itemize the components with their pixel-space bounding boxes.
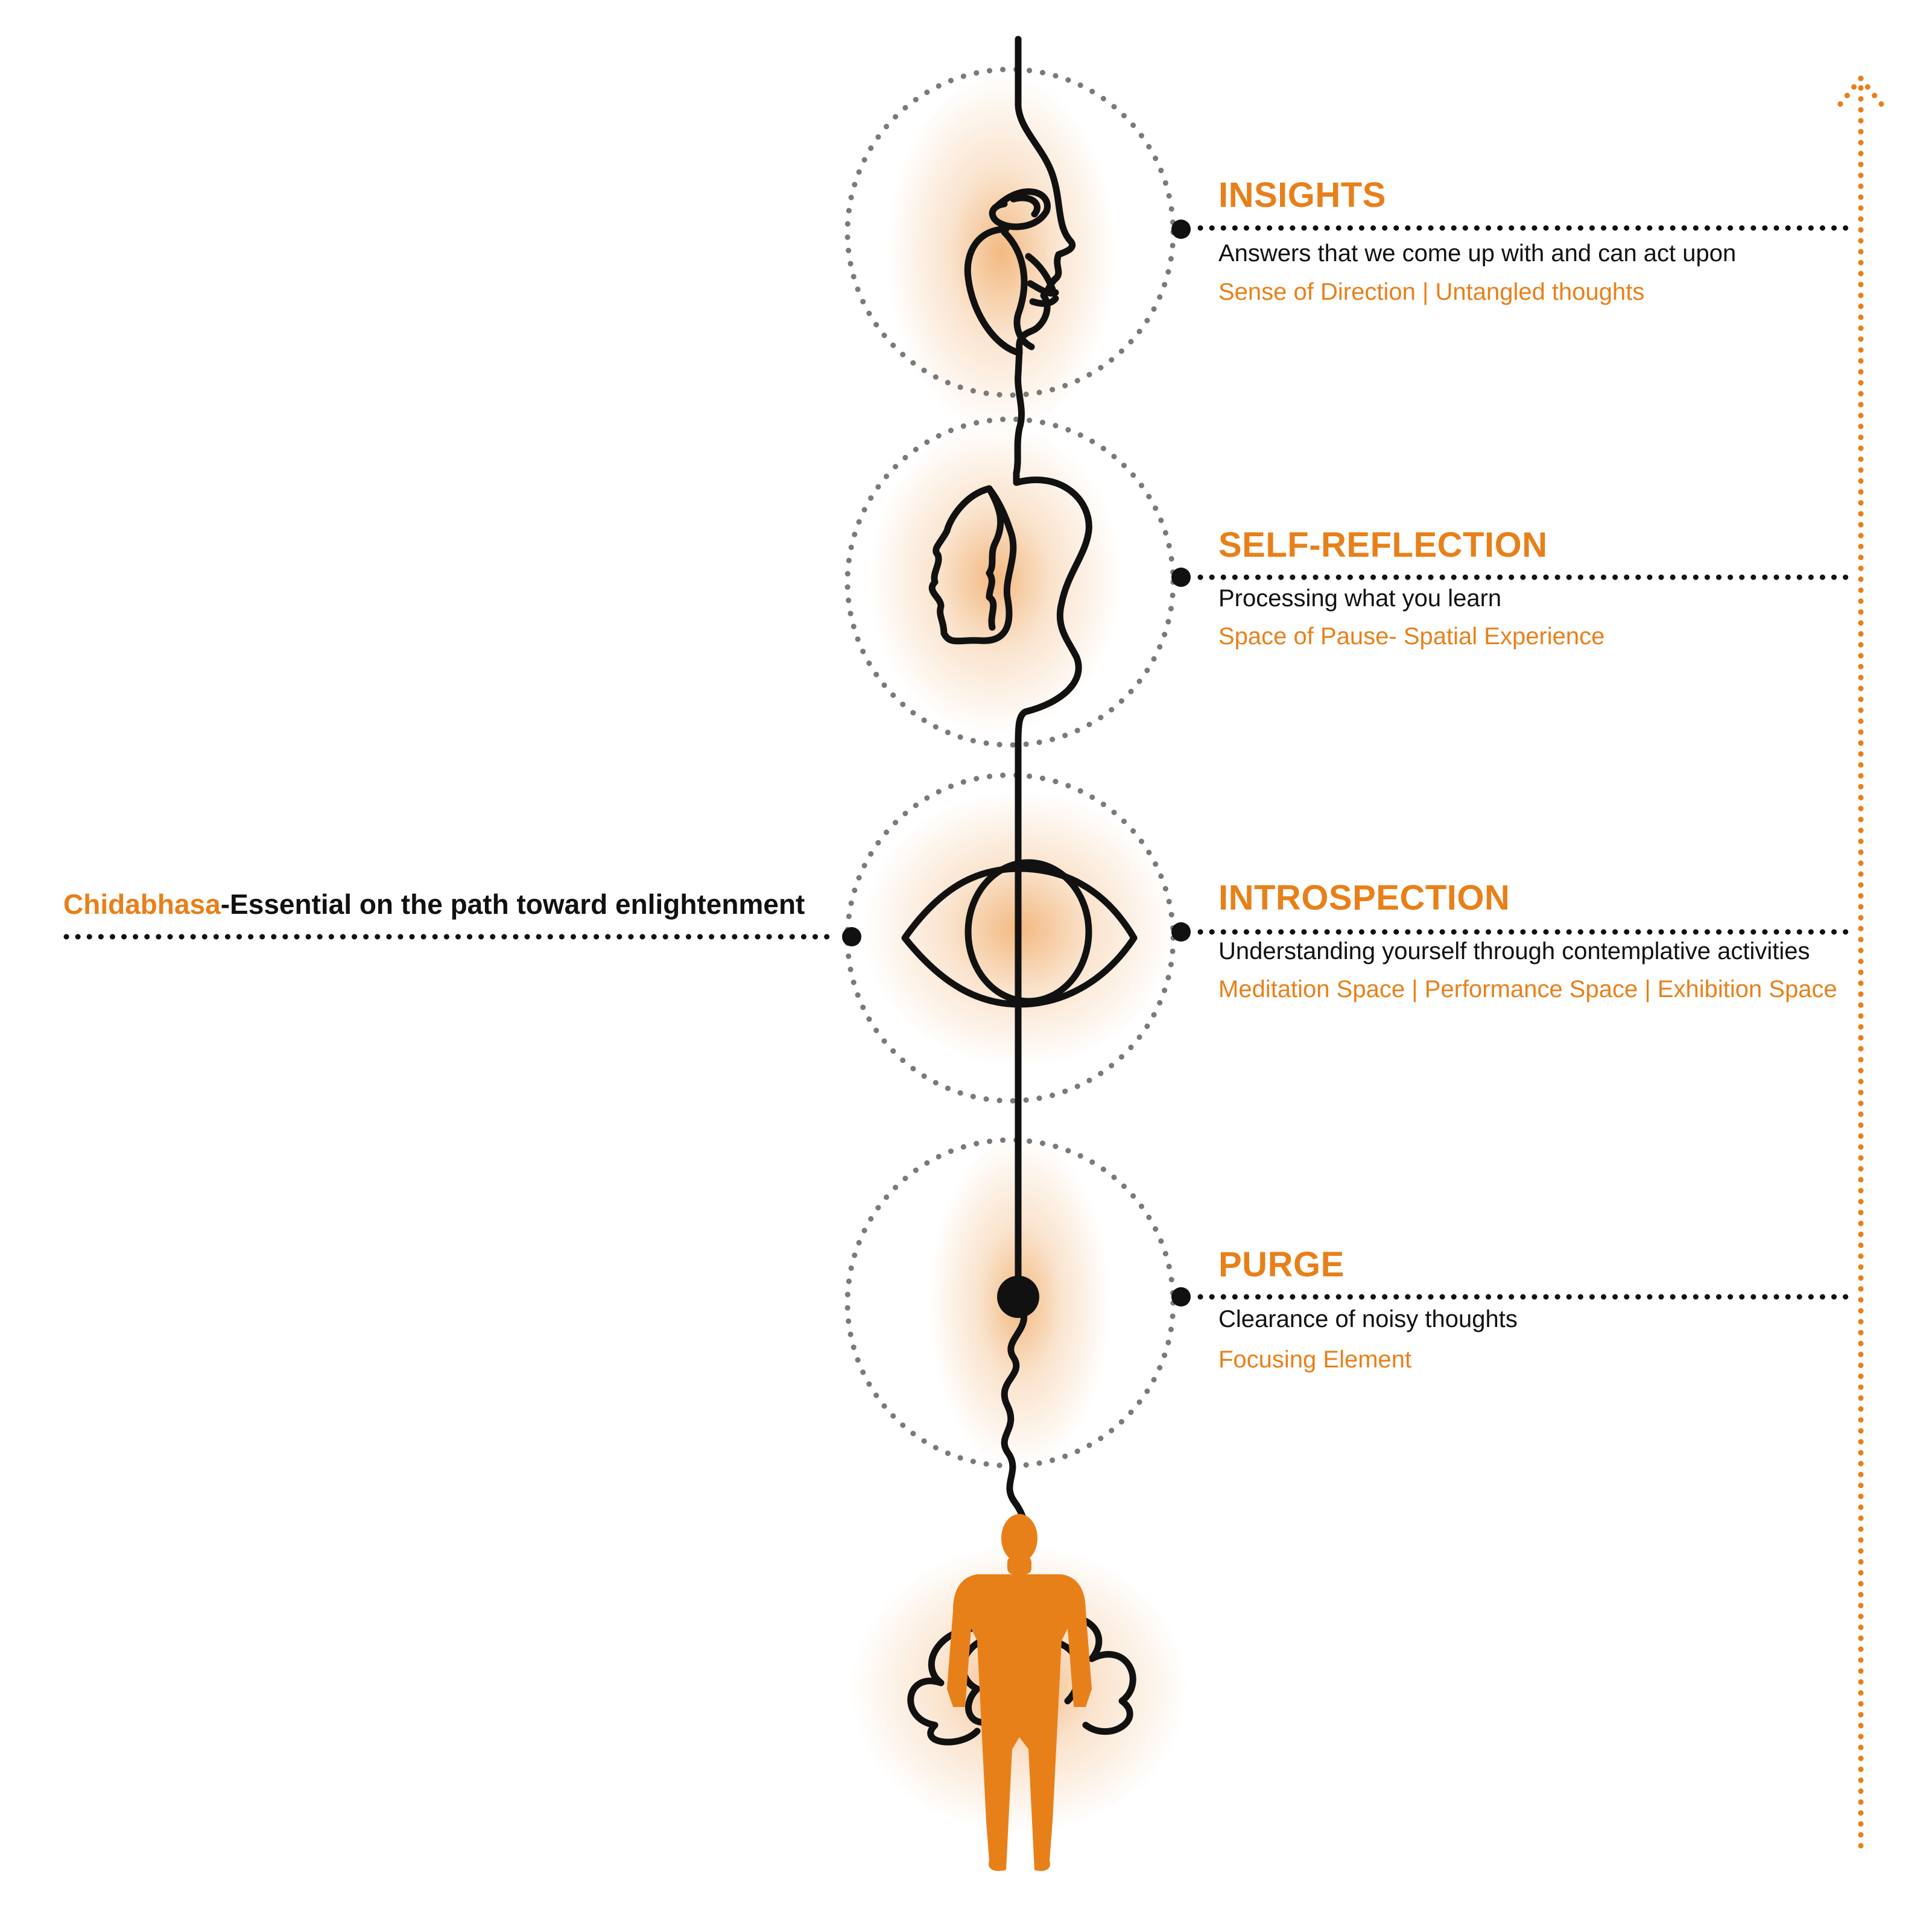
stage-description-introspection: Understanding yourself through contemplative activities (1218, 938, 1810, 964)
stage-spaces-self-reflection: Space of Pause- Spatial Experience (1218, 623, 1605, 650)
stage-description-self-reflection: Processing what you learn (1218, 585, 1502, 612)
stage-title-insights: INSIGHTS (1218, 176, 1386, 215)
chidabhasa-term: Chidabhasa (63, 888, 221, 920)
stage-title-purge: PURGE (1218, 1245, 1344, 1284)
connector-dot-introspection (1171, 922, 1191, 942)
stage-spaces-introspection: Meditation Space | Performance Space | Exhibition Space (1218, 976, 1837, 1002)
stage-spaces-insights: Sense of Direction | Untangled thoughts (1218, 279, 1645, 305)
glow-insights (887, 72, 1116, 434)
connector-dot-self-reflection (1171, 568, 1191, 587)
connector-dot-insights (1171, 220, 1191, 239)
glow-self-reflection (869, 422, 1122, 736)
connector-dot-purge (1171, 1287, 1191, 1306)
stage-title-introspection: INTROSPECTION (1218, 878, 1510, 917)
stage-spaces-purge: Focusing Element (1218, 1346, 1412, 1373)
stage-description-insights: Answers that we come up with and can act upon (1218, 240, 1737, 267)
stage-description-purge: Clearance of noisy thoughts (1218, 1306, 1518, 1332)
chidabhasa-text: -Essential on the path toward enlightenment (220, 888, 805, 920)
focus-dot-icon (997, 1276, 1039, 1318)
connector-dot-left (842, 927, 861, 946)
chidabhasa-label (63, 888, 805, 920)
stage-title-self-reflection: SELF-REFLECTION (1218, 525, 1548, 565)
up-arrow-icon (1837, 78, 1885, 1846)
